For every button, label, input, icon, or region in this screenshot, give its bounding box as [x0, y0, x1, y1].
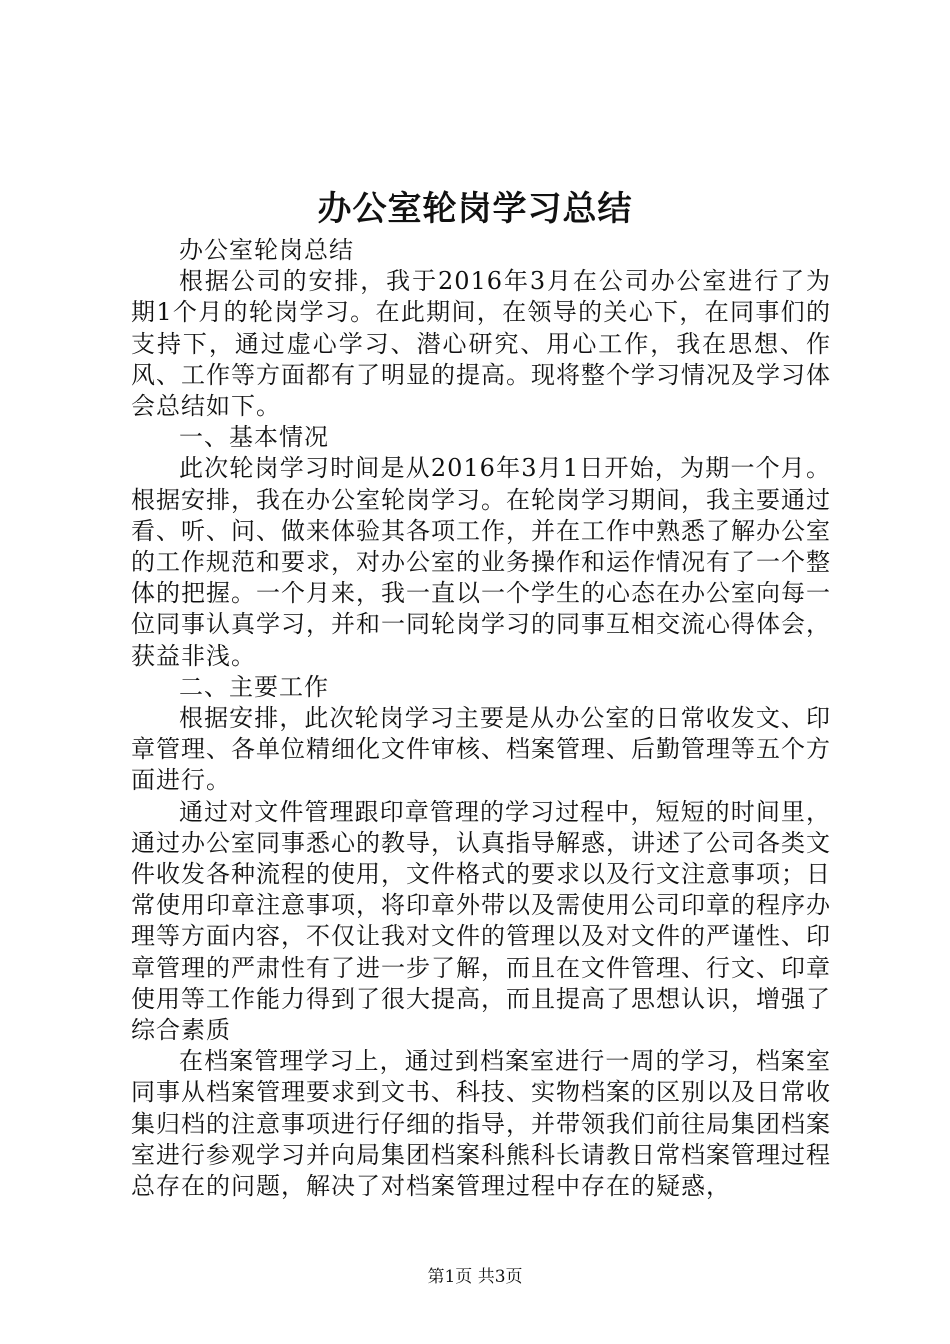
paragraph-main-work: 根据安排，此次轮岗学习主要是从办公室的日常收发文、印章管理、各单位精细化文件审核、档案管理、后勤管理等五个方面进行。 — [131, 704, 831, 795]
paragraph-archive-management: 在档案管理学习上，通过到档案室进行一周的学习，档案室同事从档案管理要求到文书、科技、实物档案的区别以及日常收集归档的注意事项进行仔细的指导，并带领我们前往局集团档案室进行参观学习并向局集团档案科熊科长请教日常档案管理过程总存在的问题，解决了对档案管理过程中存在的疑惑， — [131, 1047, 831, 1201]
paragraph-basic-situation: 此次轮岗学习时间是从2016年3月1日开始，为期一个月。根据安排，我在办公室轮岗学习。在轮岗学习期间，我主要通过看、听、问、做来体验其各项工作，并在工作中熟悉了解办公室的工作规范和要求，对办公室的业务操作和运作情况有了一个整体的把握。一个月来，我一直以一个学生的心态在办公室向每一位同事认真学习，并和一同轮岗学习的同事互相交流心得体会，获益非浅。 — [131, 454, 831, 670]
paragraph-intro: 根据公司的安排，我于2016年3月在公司办公室进行了为期1个月的轮岗学习。在此期间，在领导的关心下，在同事们的支持下，通过虚心学习、潜心研究、用心工作，我在思想、作风、工作等方面都有了明显的提高。现将整个学习情况及学习体会总结如下。 — [131, 267, 831, 421]
document-body — [131, 235, 831, 1202]
paragraph-subtitle: 办公室轮岗总结 — [179, 236, 354, 264]
page-number: 第1页 共3页 — [427, 1267, 523, 1287]
section-heading-main-work: 二、主要工作 — [179, 672, 329, 701]
section-heading-basic: 一、基本情况 — [179, 423, 329, 452]
paragraph-document-seal-management: 通过对文件管理跟印章管理的学习过程中，短短的时间里，通过办公室同事悉心的教导，认真指导解惑，讲述了公司各类文件收发各种流程的使用，文件格式的要求以及行文注意事项；日常使用印章注意事项，将印章外带以及需使用公司印章的程序办理等方面内容，不仅让我对文件的管理以及对文件的严谨性、印章管理的严肃性有了进一步了解，而且在文件管理、行文、印章使用等工作能力得到了很大提高，而且提高了思想认识，增强了综合素质 — [131, 797, 831, 1045]
document-title: 办公室轮岗学习总结 — [317, 189, 633, 229]
